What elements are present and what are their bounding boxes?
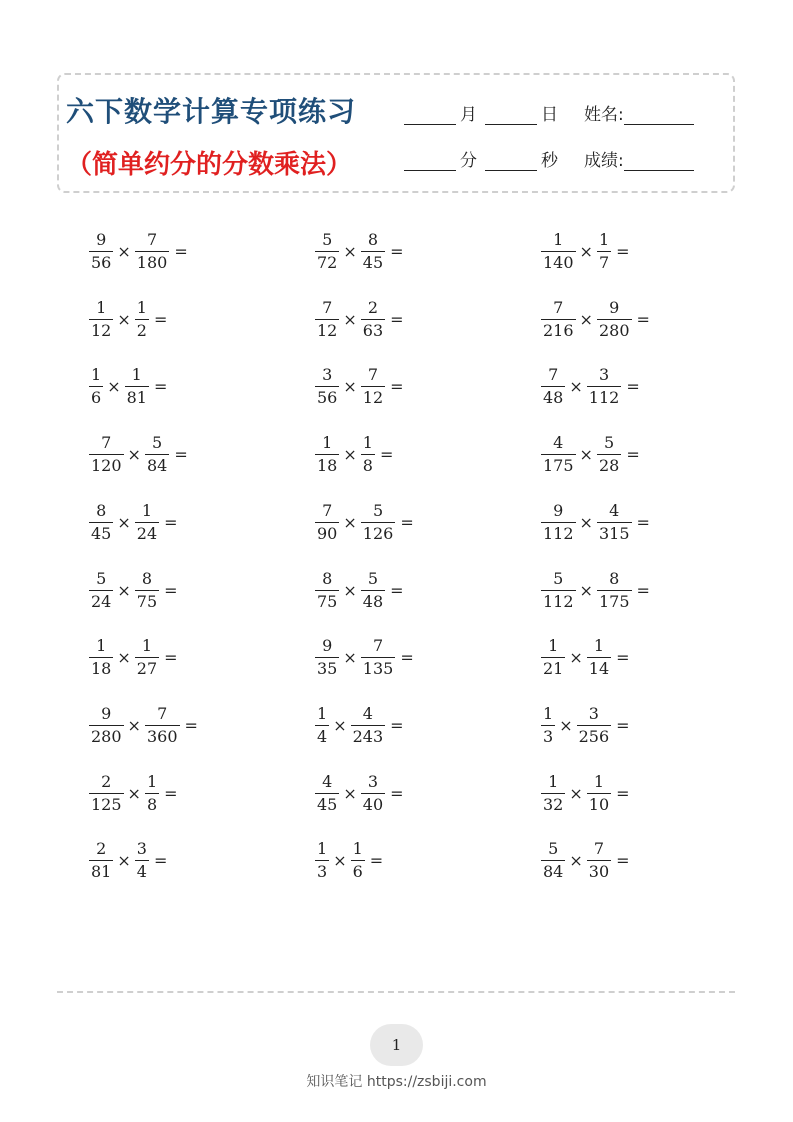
denominator: 12 [91, 320, 112, 340]
month-blank[interactable] [404, 106, 456, 125]
numerator: 5 [372, 500, 384, 520]
denominator: 84 [543, 862, 564, 882]
denominator: 84 [146, 456, 168, 476]
fraction-left [89, 232, 113, 271]
numerator: 7 [322, 500, 333, 520]
fraction-left [315, 232, 339, 271]
numerator: 8 [141, 568, 153, 588]
fraction-right [361, 771, 385, 814]
numerator: 8 [96, 500, 107, 520]
fraction-right [135, 841, 149, 880]
fraction-left [315, 297, 339, 340]
problem-item [89, 638, 178, 677]
denominator: 18 [91, 659, 112, 679]
fraction-left [315, 841, 329, 880]
denominator: 216 [543, 320, 574, 340]
denominator: 12 [362, 388, 384, 408]
numerator: 1 [91, 365, 102, 385]
numerator: 1 [543, 703, 554, 723]
numerator: 1 [96, 297, 107, 317]
problem-item [541, 435, 640, 474]
fraction-right [587, 367, 622, 406]
numerator: 7 [101, 433, 112, 453]
problem-item [89, 568, 178, 611]
equals-sign: = [616, 648, 630, 668]
problem-item [315, 568, 404, 611]
problem-item [89, 232, 188, 271]
fraction-right [597, 568, 632, 611]
numerator: 1 [548, 771, 559, 791]
second-label: 秒 [541, 151, 558, 171]
times-sign: × [127, 445, 141, 465]
fraction-left [89, 367, 103, 406]
times-sign: × [579, 242, 593, 261]
equals-sign: = [400, 648, 414, 668]
numerator: 5 [604, 433, 615, 453]
problem-item [89, 500, 178, 543]
numerator: 1 [593, 636, 605, 656]
problem-item [541, 297, 650, 340]
fraction-right [587, 841, 611, 880]
numerator: 3 [136, 839, 147, 859]
denominator: 12 [317, 320, 338, 340]
fraction-right [597, 297, 632, 340]
fraction-left [315, 367, 339, 406]
fraction-right [135, 297, 149, 340]
denominator: 4 [317, 726, 328, 746]
numerator: 1 [362, 433, 373, 453]
problem-item [89, 841, 167, 880]
times-sign: × [333, 851, 347, 871]
times-sign: × [127, 715, 141, 735]
fraction-right [361, 568, 385, 611]
denominator: 30 [588, 862, 610, 882]
fraction-right [361, 638, 396, 677]
numerator: 9 [322, 636, 333, 656]
fraction-left [315, 771, 339, 814]
denominator: 3 [543, 726, 554, 746]
equals-sign: = [616, 715, 630, 735]
numerator: 4 [322, 771, 333, 791]
problem-item [541, 500, 650, 543]
equals-sign: = [153, 309, 168, 329]
denominator: 90 [317, 523, 338, 543]
fraction-left [89, 297, 113, 340]
numerator: 4 [609, 500, 620, 520]
denominator: 72 [317, 253, 338, 272]
numerator: 7 [548, 365, 559, 385]
numerator: 3 [322, 365, 333, 385]
times-sign: × [579, 309, 593, 329]
denominator: 280 [598, 320, 630, 340]
problem-item [89, 435, 188, 474]
denominator: 14 [588, 659, 610, 679]
problem-item [315, 435, 393, 474]
times-sign: × [127, 783, 141, 803]
fraction-left [315, 568, 339, 611]
numerator: 7 [593, 839, 605, 859]
denominator: 32 [543, 794, 564, 814]
times-sign: × [117, 580, 131, 600]
fraction-left [89, 500, 113, 543]
numerator: 5 [367, 568, 379, 588]
equals-sign: = [626, 445, 640, 465]
times-sign: × [117, 851, 131, 871]
numerator: 1 [553, 230, 564, 249]
equals-sign: = [616, 851, 630, 871]
equals-sign: = [390, 309, 404, 329]
equals-sign: = [390, 377, 404, 397]
problem-item [315, 841, 383, 880]
numerator: 2 [367, 297, 379, 317]
denominator: 48 [543, 388, 564, 408]
equals-sign: = [636, 580, 650, 600]
day-label: 日 [541, 105, 558, 125]
fraction-right [135, 638, 159, 677]
score-label: 成绩: [584, 151, 624, 171]
times-sign: × [559, 715, 573, 735]
equals-sign: = [164, 783, 178, 803]
denominator: 63 [362, 320, 384, 340]
times-sign: × [569, 851, 583, 871]
times-sign: × [343, 242, 357, 261]
times-sign: × [333, 715, 347, 735]
problem-item [541, 771, 630, 814]
month-label: 月 [460, 105, 477, 125]
problem-item [315, 703, 404, 746]
name-label: 姓名: [584, 105, 624, 125]
fraction-left [541, 771, 565, 814]
denominator: 35 [317, 659, 338, 679]
denominator: 75 [317, 591, 338, 611]
score-blank[interactable] [624, 152, 694, 171]
times-sign: × [343, 445, 357, 465]
problem-item [315, 500, 414, 543]
denominator: 140 [543, 253, 574, 272]
numerator: 1 [317, 839, 328, 859]
fraction-left [89, 841, 113, 880]
times-sign: × [569, 648, 583, 668]
denominator: 56 [91, 253, 112, 272]
times-sign: × [117, 242, 131, 261]
problem-item [541, 638, 630, 677]
denominator: 4 [136, 862, 147, 882]
problem-item [315, 771, 404, 814]
equals-sign: = [636, 309, 650, 329]
numerator: 1 [96, 636, 107, 656]
numerator: 9 [609, 297, 620, 317]
times-sign: × [579, 580, 593, 600]
denominator: 48 [362, 591, 384, 611]
numerator: 8 [322, 568, 333, 588]
times-sign: × [569, 377, 583, 397]
footer-divider [57, 991, 735, 993]
problem-item [541, 841, 630, 880]
equals-sign: = [164, 512, 178, 532]
denominator: 7 [598, 253, 610, 272]
times-sign: × [343, 512, 357, 532]
problem-item [315, 638, 414, 677]
fraction-left [89, 435, 124, 474]
problem-item [315, 367, 404, 406]
problem-item [315, 232, 404, 271]
day-blank[interactable] [485, 106, 537, 125]
equals-sign: = [636, 512, 650, 532]
fraction-left [89, 771, 124, 814]
fraction-left [541, 568, 576, 611]
fraction-right [597, 500, 632, 543]
fraction-right [361, 435, 375, 474]
denominator: 175 [598, 591, 630, 611]
times-sign: × [107, 377, 121, 397]
numerator: 1 [598, 230, 610, 249]
fraction-left [541, 367, 565, 406]
problem-item [541, 232, 630, 271]
denominator: 8 [146, 794, 158, 814]
numerator: 3 [367, 771, 379, 791]
numerator: 7 [146, 230, 158, 249]
numerator: 5 [553, 568, 564, 588]
equals-sign: = [369, 851, 384, 871]
numerator: 5 [322, 230, 333, 249]
numerator: 1 [322, 433, 333, 453]
denominator: 175 [543, 456, 574, 476]
problem-item [89, 297, 168, 340]
denominator: 125 [91, 794, 122, 814]
equals-sign: = [390, 242, 404, 261]
denominator: 112 [588, 388, 620, 408]
page-title: 六下数学计算专项练习 [66, 95, 357, 128]
denominator: 81 [91, 862, 112, 882]
denominator: 28 [598, 456, 620, 476]
problem-item [541, 367, 640, 406]
fraction-right [125, 367, 149, 406]
numerator: 1 [136, 297, 147, 317]
fraction-right [145, 435, 169, 474]
fraction-left [315, 638, 339, 677]
fraction-left [541, 297, 576, 340]
times-sign: × [579, 445, 593, 465]
problem-item [541, 568, 650, 611]
fraction-right [361, 297, 385, 340]
numerator: 9 [553, 500, 564, 520]
fraction-left [89, 638, 113, 677]
denominator: 256 [578, 726, 610, 746]
equals-sign: = [400, 512, 414, 532]
numerator: 7 [322, 297, 333, 317]
second-blank[interactable] [485, 152, 537, 171]
site-watermark: 知识笔记 https://zsbiji.com [306, 1074, 487, 1090]
equals-sign: = [153, 851, 168, 871]
equals-sign: = [153, 377, 168, 397]
denominator: 120 [91, 456, 122, 476]
denominator: 21 [543, 659, 564, 679]
denominator: 112 [543, 591, 574, 611]
name-blank[interactable] [624, 106, 694, 125]
page-number-badge: 1 [370, 1024, 423, 1066]
fraction-left [315, 435, 339, 474]
numerator: 1 [317, 703, 328, 723]
page-subtitle: （简单约分的分数乘法） [66, 150, 353, 180]
equals-sign: = [390, 783, 404, 803]
times-sign: × [343, 783, 357, 803]
fraction-left [541, 500, 576, 543]
minute-blank[interactable] [404, 152, 456, 171]
numerator: 9 [96, 230, 107, 249]
times-sign: × [343, 580, 357, 600]
fraction-left [89, 568, 113, 611]
denominator: 112 [543, 523, 574, 543]
denominator: 24 [136, 523, 158, 543]
denominator: 81 [126, 388, 147, 408]
fraction-right [145, 703, 180, 746]
fraction-left [541, 232, 576, 271]
numerator: 8 [609, 568, 620, 588]
times-sign: × [117, 309, 131, 329]
equals-sign: = [379, 445, 394, 465]
times-sign: × [117, 512, 131, 532]
fraction-right [597, 232, 611, 271]
denominator: 8 [362, 456, 373, 476]
times-sign: × [343, 309, 357, 329]
denominator: 18 [317, 456, 338, 476]
numerator: 2 [96, 839, 107, 859]
fraction-left [541, 435, 576, 474]
numerator: 7 [367, 365, 379, 385]
numerator: 1 [131, 365, 142, 385]
denominator: 45 [91, 523, 112, 543]
numerator: 7 [372, 636, 384, 656]
fraction-right [587, 638, 611, 677]
numerator: 1 [146, 771, 158, 791]
fraction-left [89, 703, 124, 746]
problem-item [89, 703, 198, 746]
fraction-left [541, 638, 565, 677]
fraction-left [315, 703, 329, 746]
problem-item [541, 703, 630, 746]
numerator: 1 [141, 636, 153, 656]
numerator: 7 [157, 703, 168, 723]
fraction-right [361, 232, 385, 271]
fraction-right [135, 500, 159, 543]
numerator: 1 [352, 839, 363, 859]
denominator: 315 [598, 523, 630, 543]
fraction-left [541, 841, 565, 880]
equals-sign: = [390, 580, 404, 600]
denominator: 360 [146, 726, 178, 746]
numerator: 2 [101, 771, 112, 791]
numerator: 5 [96, 568, 107, 588]
equals-sign: = [164, 580, 178, 600]
denominator: 45 [362, 253, 384, 272]
numerator: 8 [367, 230, 379, 249]
equals-sign: = [616, 783, 630, 803]
equals-sign: = [626, 377, 640, 397]
fraction-right [351, 703, 386, 746]
denominator: 243 [352, 726, 384, 746]
times-sign: × [569, 783, 583, 803]
fraction-left [315, 500, 339, 543]
numerator: 1 [593, 771, 605, 791]
problem-item [89, 367, 167, 406]
times-sign: × [343, 377, 357, 397]
denominator: 280 [91, 726, 122, 746]
numerator: 7 [553, 297, 564, 317]
problem-item [315, 297, 404, 340]
numerator: 9 [101, 703, 112, 723]
fraction-right [361, 500, 396, 543]
numerator: 5 [548, 839, 559, 859]
denominator: 27 [136, 659, 158, 679]
fraction-right [351, 841, 365, 880]
equals-sign: = [174, 445, 188, 465]
problem-item [89, 771, 178, 814]
minute-label: 分 [460, 151, 477, 171]
times-sign: × [343, 648, 357, 668]
denominator: 56 [317, 388, 338, 408]
fraction-right [597, 435, 621, 474]
numerator: 5 [152, 433, 163, 453]
denominator: 45 [317, 794, 338, 814]
denominator: 6 [352, 862, 363, 882]
time-score-row [404, 146, 694, 171]
fraction-right [135, 568, 159, 611]
numerator: 3 [598, 365, 610, 385]
denominator: 75 [136, 591, 158, 611]
times-sign: × [579, 512, 593, 532]
denominator: 24 [91, 591, 112, 611]
denominator: 2 [136, 320, 147, 340]
date-name-row [404, 100, 694, 125]
denominator: 135 [362, 659, 394, 679]
numerator: 1 [548, 636, 559, 656]
equals-sign: = [390, 715, 404, 735]
denominator: 180 [136, 253, 168, 272]
denominator: 40 [362, 794, 384, 814]
fraction-right [587, 771, 611, 814]
denominator: 10 [588, 794, 610, 814]
equals-sign: = [164, 648, 178, 668]
equals-sign: = [616, 242, 630, 261]
fraction-left [541, 703, 555, 746]
equals-sign: = [184, 715, 198, 735]
equals-sign: = [174, 242, 188, 261]
numerator: 4 [362, 703, 373, 723]
denominator: 3 [317, 862, 328, 882]
denominator: 6 [91, 388, 102, 408]
times-sign: × [117, 648, 131, 668]
fraction-right [135, 232, 170, 271]
numerator: 1 [141, 500, 153, 520]
fraction-right [145, 771, 159, 814]
fraction-right [577, 703, 612, 746]
numerator: 4 [553, 433, 564, 453]
denominator: 126 [362, 523, 394, 543]
fraction-right [361, 367, 385, 406]
numerator: 3 [588, 703, 599, 723]
